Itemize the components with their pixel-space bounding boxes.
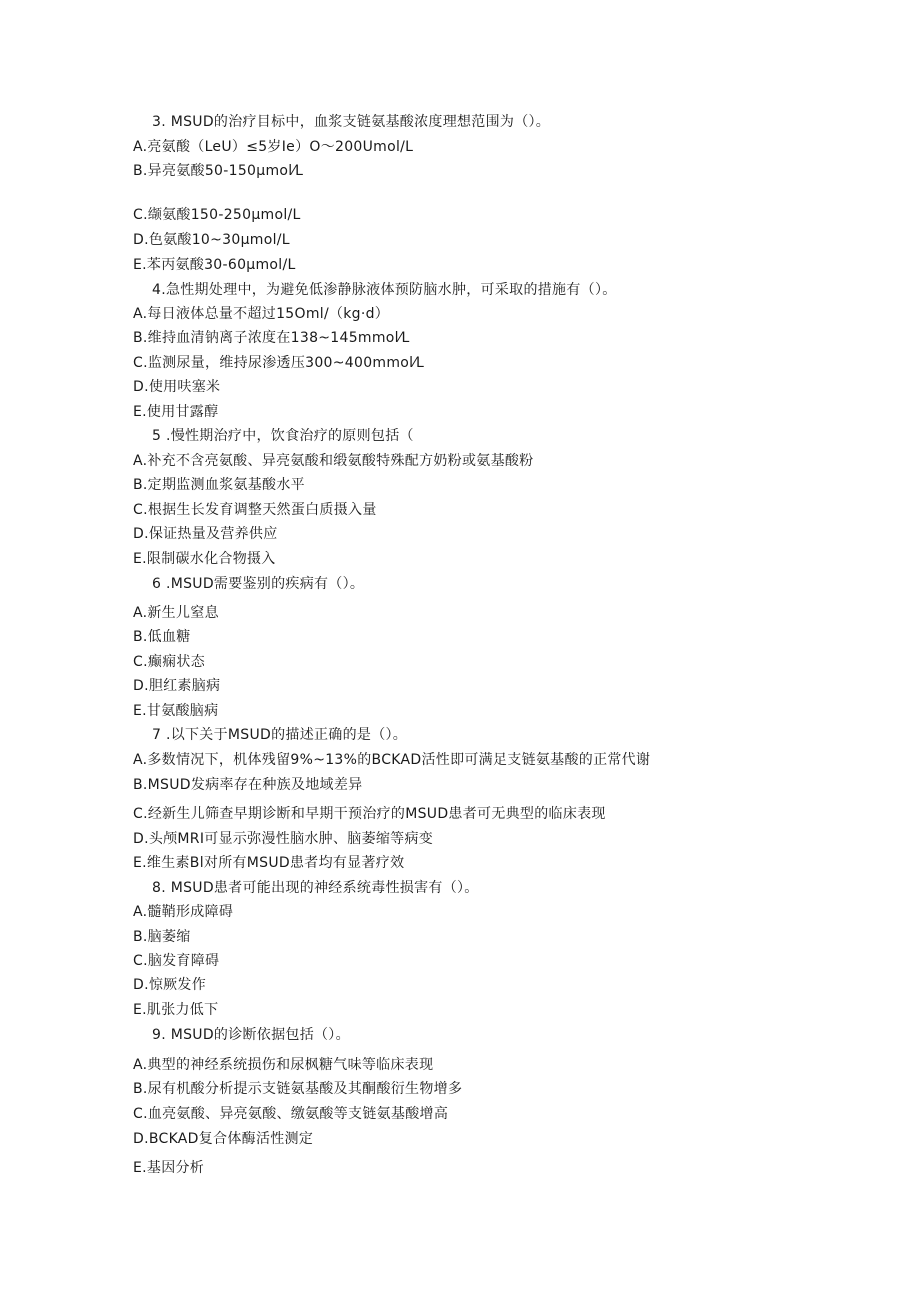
- question-6-option-b: B.低血糖: [133, 629, 191, 645]
- question-9-option-d: D.BCKAD复合体酶活性测定: [133, 1131, 314, 1147]
- question-9-option-a: A.典型的神经系统损伤和尿枫糖气味等临床表现: [133, 1057, 434, 1073]
- question-9-option-e: E.基因分析: [133, 1160, 205, 1176]
- question-4-stem: 4.急性期处理中，为避免低渗静脉液体预防脑水肿，可采取的措施有（）。: [152, 282, 617, 298]
- question-3-option-a: A.亮氨酸（LeU）≤5岁Ie）O～200Umol/L: [133, 139, 414, 155]
- question-6-option-e: E.甘氨酸脑病: [133, 703, 219, 719]
- question-4-option-e: E.使用甘露醇: [133, 404, 219, 420]
- question-5-option-a: A.补充不含亮氨酸、异亮氨酸和缎氨酸特殊配方奶粉或氨基酸粉: [133, 453, 534, 469]
- question-4-option-d: D.使用呋塞米: [133, 379, 221, 395]
- question-3-option-c: C.缬氨酸150-250μmol/L: [133, 207, 301, 223]
- question-3-option-d: D.色氨酸10~30μmol/L: [133, 232, 290, 248]
- question-3-option-e: E.苯丙氨酸30-60μmol/L: [133, 257, 296, 273]
- question-3-stem: 3. MSUD的治疗目标中，血浆支链氨基酸浓度理想范围为（）。: [152, 114, 551, 130]
- question-6-stem: 6 .MSUD需要鉴别的疾病有（）。: [152, 576, 365, 592]
- question-6-option-a: A.新生儿窒息: [133, 605, 219, 621]
- question-7-stem: 7 .以下关于MSUD的描述正确的是（）。: [152, 727, 408, 743]
- question-9-option-c: C.血亮氨酸、异亮氨酸、缴氨酸等支链氨基酸增高: [133, 1106, 449, 1122]
- question-6-option-d: D.胆红素脑病: [133, 678, 221, 694]
- question-9-stem: 9. MSUD的诊断依据包括（）。: [152, 1027, 350, 1043]
- question-5-stem: 5 .慢性期治疗中，饮食治疗的原则包括（: [152, 428, 414, 444]
- question-4-option-b: B.维持血清钠离子浓度在138~145mmol⁄L: [133, 330, 410, 346]
- question-5-option-d: D.保证热量及营养供应: [133, 526, 278, 542]
- question-8-option-a: A.髓鞘形成障碍: [133, 904, 234, 920]
- question-8-option-c: C.脑发育障碍: [133, 953, 220, 969]
- question-3-option-b: B.异亮氨酸50-150μmol⁄L: [133, 163, 304, 179]
- question-4-option-a: A.每日液体总量不超过15Oml/（kg·d）: [133, 306, 390, 322]
- question-7-option-e: E.维生素Bl对所有MSUD患者均有显著疗效: [133, 855, 405, 871]
- question-5-option-e: E.限制碳水化合物摄入: [133, 551, 276, 567]
- question-7-option-a: A.多数情况下，机体残留9%~13%的BCKAD活性即可满足支链氨基酸的正常代谢: [133, 752, 651, 768]
- question-7-option-b: B.MSUD发病率存在种族及地域差异: [133, 777, 363, 793]
- question-8-option-d: D.惊厥发作: [133, 977, 207, 993]
- question-8-option-b: B.脑萎缩: [133, 929, 191, 945]
- question-8-option-e: E.肌张力低下: [133, 1002, 219, 1018]
- question-6-option-c: C.癫痫状态: [133, 654, 206, 670]
- question-7-option-d: D.头颅MRI可显示弥漫性脑水肿、脑萎缩等病变: [133, 831, 434, 847]
- question-5-option-b: B.定期监测血浆氨基酸水平: [133, 477, 305, 493]
- question-4-option-c: C.监测尿量，维持尿渗透压300~400mmol⁄L: [133, 355, 425, 371]
- question-7-option-c: C.经新生儿筛查早期诊断和早期干预治疗的MSUD患者可无典型的临床表现: [133, 806, 606, 822]
- question-5-option-c: C.根据生长发育调整天然蛋白质摄入量: [133, 502, 377, 518]
- question-8-stem: 8. MSUD患者可能出现的神经系统毒性损害有（）。: [152, 880, 479, 896]
- question-9-option-b: B.尿有机酸分析提示支链氨基酸及其酮酸衍生物增多: [133, 1081, 463, 1097]
